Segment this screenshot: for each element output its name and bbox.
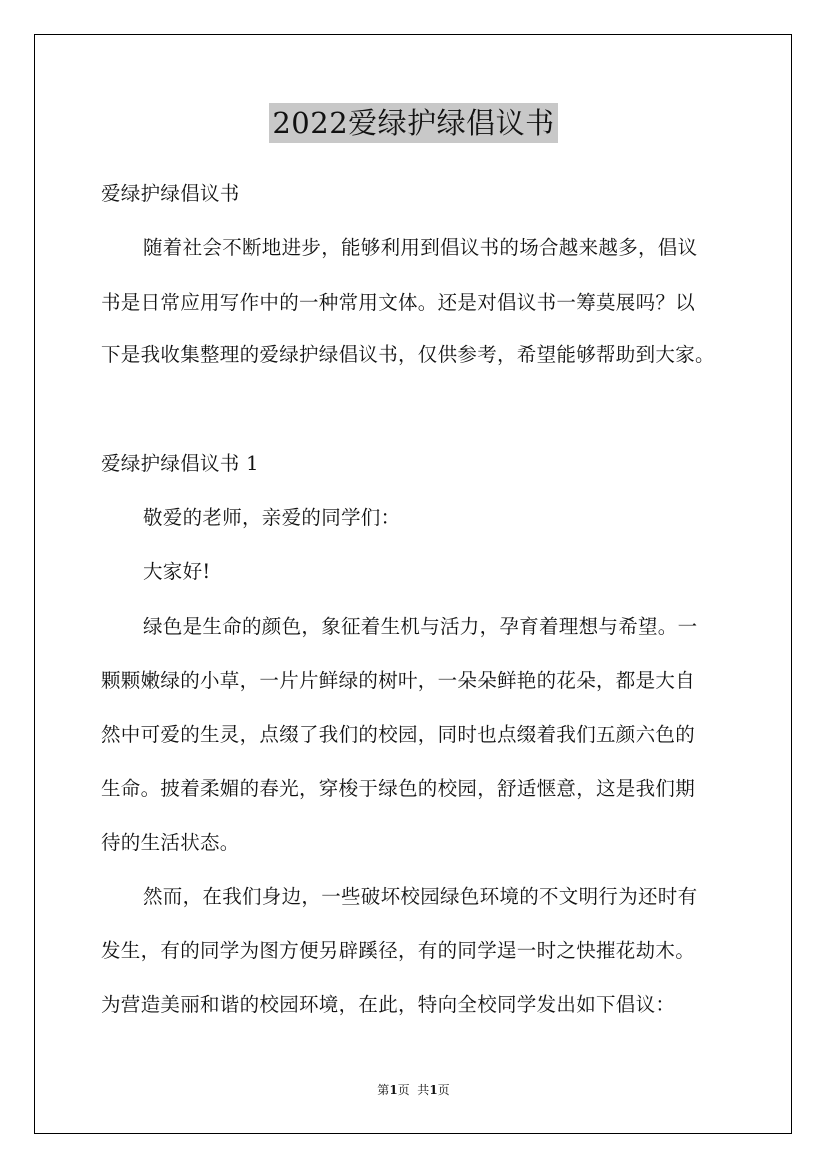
intro-line-2: 书是日常应用写作中的一种常用文体。还是对倡议书一筹莫展吗？以 <box>101 291 696 314</box>
intro-line-1: 随着社会不断地进步，能够利用到倡议书的场合越来越多，倡议 <box>143 236 698 259</box>
para1-line-4: 生命。披着柔媚的春光，穿梭于绿色的校园，舒适惬意，这是我们期 <box>101 777 696 800</box>
para2-line-3: 为营造美丽和谐的校园环境，在此，特向全校同学发出如下倡议： <box>101 993 676 1016</box>
para1-line-1: 绿色是生命的颜色，象征着生机与活力，孕育着理想与希望。一 <box>143 615 698 638</box>
title-container <box>0 103 827 143</box>
document-title[interactable]: 2022爱绿护绿倡议书 <box>269 103 557 143</box>
para2-line-2: 发生，有的同学为图方便另辟蹊径，有的同学逞一时之快摧花劫木。 <box>101 939 696 962</box>
footer-page-suffix: 页 <box>437 1083 450 1097</box>
intro-line-3: 下是我收集整理的爱绿护绿倡议书，仅供参考，希望能够帮助到大家。 <box>101 343 715 366</box>
footer-page-mid: 页 共 <box>397 1083 430 1097</box>
para2-line-1: 然而，在我们身边，一些破坏校园绿色环境的不文明行为还时有 <box>143 885 698 908</box>
footer-page-total: 1 <box>429 1083 438 1097</box>
para1-line-3: 然中可爱的生灵，点缀了我们的校园，同时也点缀着我们五颜六色的 <box>101 723 696 746</box>
para1-line-2: 颗颗嫩绿的小草，一片片鲜绿的树叶，一朵朵鲜艳的花朵，都是大自 <box>101 669 696 692</box>
para1-line-5: 待的生活状态。 <box>101 831 240 854</box>
document-subtitle: 爱绿护绿倡议书 <box>101 182 240 205</box>
section-heading: 爱绿护绿倡议书 1 <box>101 452 259 475</box>
page-footer <box>0 1082 827 1098</box>
greeting: 大家好! <box>143 560 211 583</box>
footer-page-prefix: 第 <box>377 1083 390 1097</box>
footer-page-current: 1 <box>389 1083 398 1097</box>
salutation: 敬爱的老师，亲爱的同学们： <box>143 506 401 529</box>
